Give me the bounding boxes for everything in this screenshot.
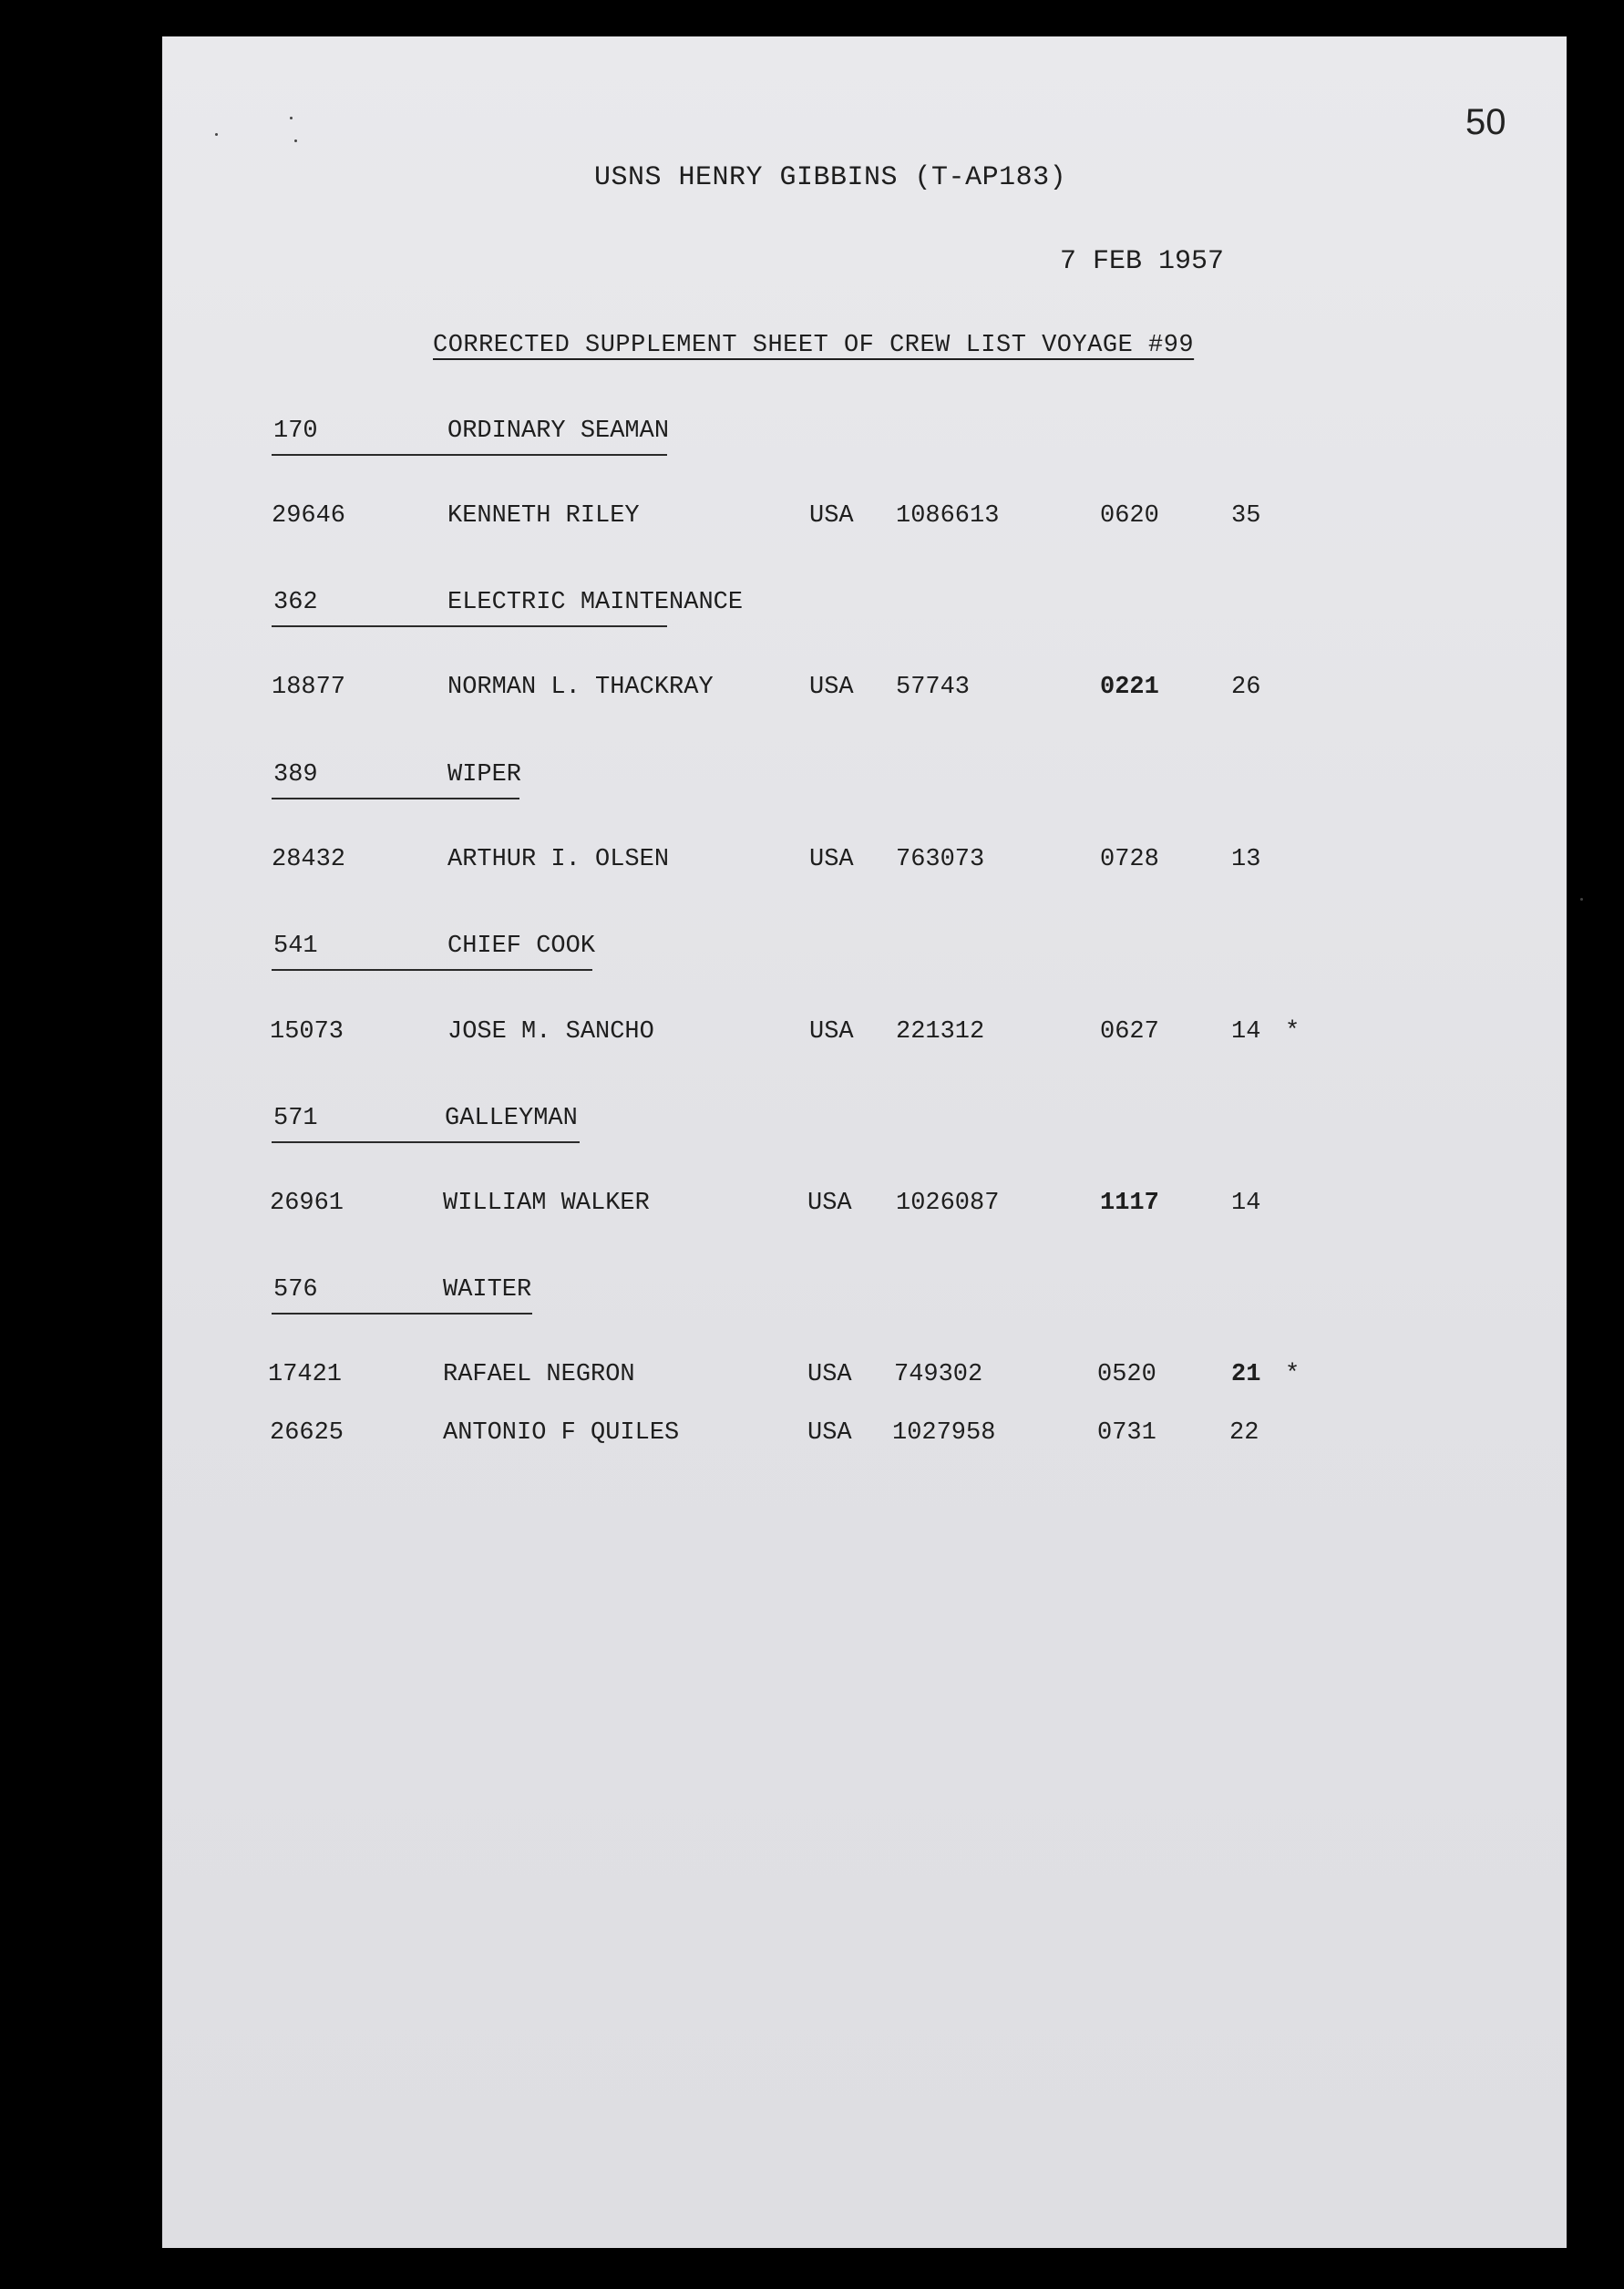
certificate-number: 749302: [894, 1361, 983, 1388]
time-value: 0520: [1097, 1361, 1156, 1388]
crew-row: [0, 846, 1624, 879]
crew-name: WILLIAM WALKER: [443, 1190, 650, 1217]
crew-row: [0, 502, 1624, 535]
nationality: USA: [809, 1018, 854, 1046]
time-value: 0620: [1100, 502, 1159, 530]
certificate-number: 1027958: [892, 1419, 996, 1447]
age-value: 14: [1231, 1190, 1261, 1217]
book-number: 28432: [272, 846, 346, 873]
section-code: 576: [273, 1276, 318, 1304]
certificate-number: 763073: [896, 846, 985, 873]
section-code: 389: [273, 761, 318, 789]
nationality: USA: [807, 1361, 852, 1388]
scan-speck: [294, 139, 297, 142]
document-date: 7 FEB 1957: [1060, 246, 1225, 277]
book-number: 17421: [268, 1361, 343, 1388]
crew-name: ARTHUR I. OLSEN: [447, 846, 670, 873]
section-title: ELECTRIC MAINTENANCE: [447, 589, 744, 616]
section-header: [272, 589, 744, 627]
age-value: 35: [1231, 502, 1261, 530]
section-code: 362: [273, 589, 318, 616]
nationality: USA: [809, 846, 854, 873]
certificate-number: 57743: [896, 674, 971, 701]
crew-row: [0, 1018, 1624, 1051]
section-header: [272, 933, 596, 971]
book-number: 29646: [272, 502, 346, 530]
scan-speck: [1580, 898, 1583, 901]
age-value: 21: [1231, 1361, 1261, 1388]
crew-name: JOSE M. SANCHO: [447, 1018, 654, 1046]
nationality: USA: [807, 1190, 852, 1217]
time-value: 0627: [1100, 1018, 1159, 1046]
certificate-number: 221312: [896, 1018, 985, 1046]
asterisk-mark: *: [1285, 1361, 1300, 1388]
time-value: 0221: [1100, 674, 1159, 701]
time-value: 1117: [1100, 1190, 1159, 1217]
nationality: USA: [807, 1419, 852, 1447]
page-number: 50: [1465, 102, 1506, 142]
certificate-number: 1026087: [896, 1190, 1000, 1217]
asterisk-mark: *: [1285, 1018, 1300, 1046]
nationality: USA: [809, 502, 854, 530]
book-number: 26961: [270, 1190, 344, 1217]
section-header: [272, 418, 670, 456]
document-subtitle: CORRECTED SUPPLEMENT SHEET OF CREW LIST VOYAGE #99: [433, 332, 1195, 359]
crew-name: RAFAEL NEGRON: [443, 1361, 635, 1388]
section-title: WAITER: [443, 1276, 532, 1304]
time-value: 0731: [1097, 1419, 1156, 1447]
book-number: 18877: [272, 674, 346, 701]
section-code: 541: [273, 933, 318, 960]
time-value: 0728: [1100, 846, 1159, 873]
book-number: 15073: [270, 1018, 344, 1046]
certificate-number: 1086613: [896, 502, 1000, 530]
section-title: WIPER: [447, 761, 522, 789]
age-value: 22: [1229, 1419, 1259, 1447]
age-value: 26: [1231, 674, 1261, 701]
crew-row: [0, 1361, 1624, 1394]
crew-row: [0, 1190, 1624, 1222]
section-title: GALLEYMAN: [445, 1105, 578, 1132]
section-title: CHIEF COOK: [447, 933, 596, 960]
section-header: [272, 1105, 580, 1143]
scan-speck: [215, 133, 218, 136]
crew-row: [0, 674, 1624, 706]
crew-name: NORMAN L. THACKRAY: [447, 674, 714, 701]
vessel-title: USNS HENRY GIBBINS (T-AP183): [594, 162, 1067, 193]
crew-row: [0, 1419, 1624, 1452]
section-code: 170: [273, 418, 318, 445]
nationality: USA: [809, 674, 854, 701]
crew-name: ANTONIO F QUILES: [443, 1419, 680, 1447]
section-title: ORDINARY SEAMAN: [447, 418, 670, 445]
section-header: [272, 1276, 532, 1315]
scan-speck: [290, 117, 293, 119]
crew-name: KENNETH RILEY: [447, 502, 640, 530]
book-number: 26625: [270, 1419, 344, 1447]
age-value: 13: [1231, 846, 1261, 873]
section-code: 571: [273, 1105, 318, 1132]
age-value: 14: [1231, 1018, 1261, 1046]
section-header: [272, 761, 522, 799]
